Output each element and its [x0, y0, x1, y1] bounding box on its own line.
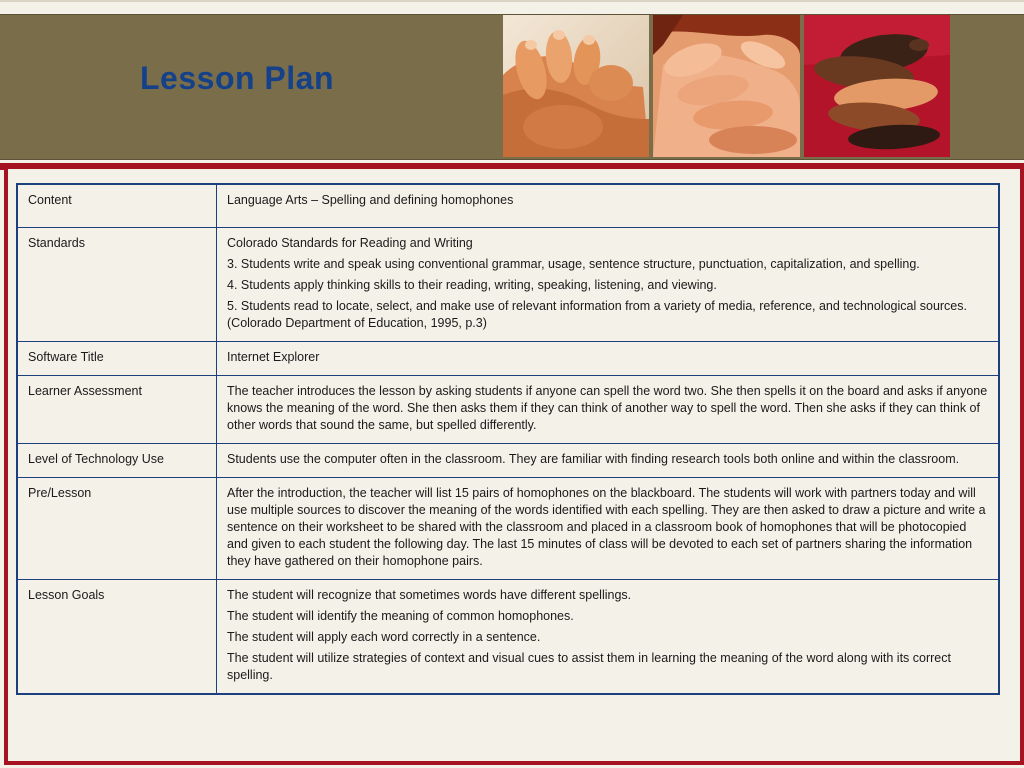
row-text: 5. Students read to locate, select, and make use of relevant information from a variety of media, reference, and technological sources. (Colorado Department of Education, 1995, p.3)	[227, 298, 967, 330]
row-text: 3. Students write and speak using conventional grammar, usage, sentence structure, punctuation, capitalization, and spelling.	[227, 256, 920, 271]
table-row	[17, 579, 999, 694]
row-text: The teacher introduces the lesson by asking students if anyone can spell the word two. She then spells it on the board and asks if anyone knows the meaning of the word. She then asks them if they can think of another way to spell the word. Then she asks if they can think of other words that sound the same, but spelled differently.	[227, 383, 988, 432]
hands-holding-finger-image	[503, 15, 649, 157]
row-label: Learner Assessment	[17, 375, 217, 443]
row-label: Lesson Goals	[17, 579, 217, 694]
row-value	[217, 443, 1000, 477]
row-label: Standards	[17, 227, 217, 341]
page-title: Lesson Plan	[140, 60, 334, 96]
table-row	[17, 375, 999, 443]
row-value	[217, 375, 1000, 443]
row-text: After the introduction, the teacher will list 15 pairs of homophones on the blackboard. The students will work with partners today and will use multiple sources to discover the meaning of the words identified with each spelling. They are then asked to draw a picture and write a sentence on their worksheet to be shared with the classroom and placed in a classroom book of homophones that will be photocopied and given to each student the following day. The last 15 minutes of class will be devoted to each set of partners sharing the information they have gathered on their homophone pairs.	[227, 485, 986, 568]
row-label: Software Title	[17, 341, 217, 375]
hands-clasped-image	[653, 15, 800, 157]
row-text: The student will utilize strategies of context and visual cues to assist them in learning the meaning of the word along with its correct spelling.	[227, 650, 951, 682]
row-text: Students use the computer often in the classroom. They are familiar with finding research tools both online and within the classroom.	[227, 451, 960, 466]
row-value	[217, 341, 1000, 375]
row-text: Internet Explorer	[227, 349, 320, 364]
row-value	[217, 184, 1000, 227]
table-row	[17, 184, 999, 227]
table-row	[17, 227, 999, 341]
row-text: 4. Students apply thinking skills to their reading, writing, speaking, listening, and viewing.	[227, 277, 717, 292]
row-label: Content	[17, 184, 217, 227]
row-value	[217, 579, 1000, 694]
row-text: Colorado Standards for Reading and Writing	[227, 235, 473, 250]
table-row	[17, 477, 999, 579]
table-row	[17, 341, 999, 375]
lesson-plan-table-body	[17, 184, 999, 694]
row-value	[217, 227, 1000, 341]
header-band	[0, 0, 1024, 170]
header-top-line	[0, 0, 1024, 2]
stacked-hands-image	[804, 15, 950, 157]
row-text: The student will identify the meaning of common homophones.	[227, 608, 574, 623]
row-text: The student will apply each word correctly in a sentence.	[227, 629, 541, 644]
row-label: Pre/Lesson	[17, 477, 217, 579]
row-text: Language Arts – Spelling and defining homophones	[227, 193, 514, 207]
row-value	[217, 477, 1000, 579]
table-row	[17, 443, 999, 477]
row-text: The student will recognize that sometimes words have different spellings.	[227, 587, 632, 602]
row-label: Level of Technology Use	[17, 443, 217, 477]
lesson-plan-table	[16, 183, 1000, 695]
